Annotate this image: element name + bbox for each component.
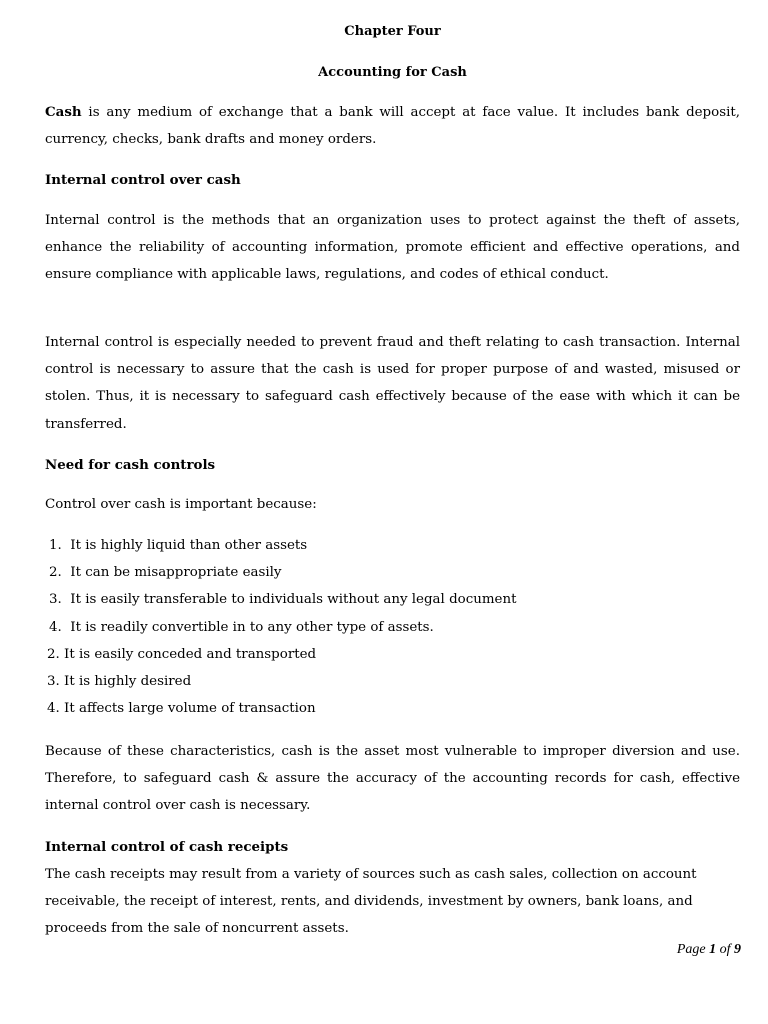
list-item: 1. It is highly liquid than other assets [49,538,308,553]
list-item: 4. It is readily convertible in to any other type of assets. [49,619,434,635]
chapter-title: Accounting for Cash [318,65,467,80]
intro-term: Cash [45,104,82,120]
footer-page-word: Page [676,942,710,957]
need-heading: Need for cash controls [45,457,216,473]
internal-control-heading: Internal control over cash [45,172,241,188]
footer-page-number: 1 [709,942,717,957]
list-item: 2. It is easily conceded and transported [47,646,317,662]
document-page [45,0,740,1024]
list-item: 3. It is highly desired [47,674,192,690]
receipts-heading: Internal control of cash receipts [45,839,289,855]
list-item: 3. It is easily transferable to individuals without any legal document [49,592,517,608]
list-item: 4. It affects large volume of transaction [47,701,316,717]
characteristics-paragraph: Because of these characteristics, cash is the asset most vulnerable to improper diversion and use. Therefore, to safeguard cash & assure the accuracy of the accounting records for cash, effective internal control over cash is necessary. [45,744,740,814]
internal-control-paragraph-1: Internal control is the methods that an organization uses to protect against the theft of assets, enhance the reliability of accounting information, promote efficient and effective operations, and ensure compliance with applicable laws, regulations, and codes of ethical conduct. [45,213,740,283]
footer-of-word: of [716,942,734,957]
need-list [45,532,740,722]
intro-text: is any medium of exchange that a bank will accept at face value. It includes bank deposit, currency, checks, bank drafts and money orders. [45,105,740,148]
list-item: 2. It can be misappropriate easily [49,565,282,581]
footer-total-pages: 9 [734,942,741,957]
intro-paragraph [45,99,740,153]
receipts-paragraph: The cash receipts may result from a variety of sources such as cash sales, collection on account receivable, the receipt of interest, rents, and dividends, investment by owners, bank loans, and proceeds from the sale of noncurrent assets. [45,867,697,937]
need-intro: Control over cash is important because: [45,497,317,512]
internal-control-paragraph-2: Internal control is especially needed to prevent fraud and theft relating to cash transaction. Internal control is necessary to assure that the cash is used for proper purpose of and wasted, misused or stolen. Thus, it is necessary to safeguard cash effectively because of the ease with which it can be transferred. [45,335,740,432]
page-footer [560,940,741,960]
chapter-label: Chapter Four [344,24,441,39]
